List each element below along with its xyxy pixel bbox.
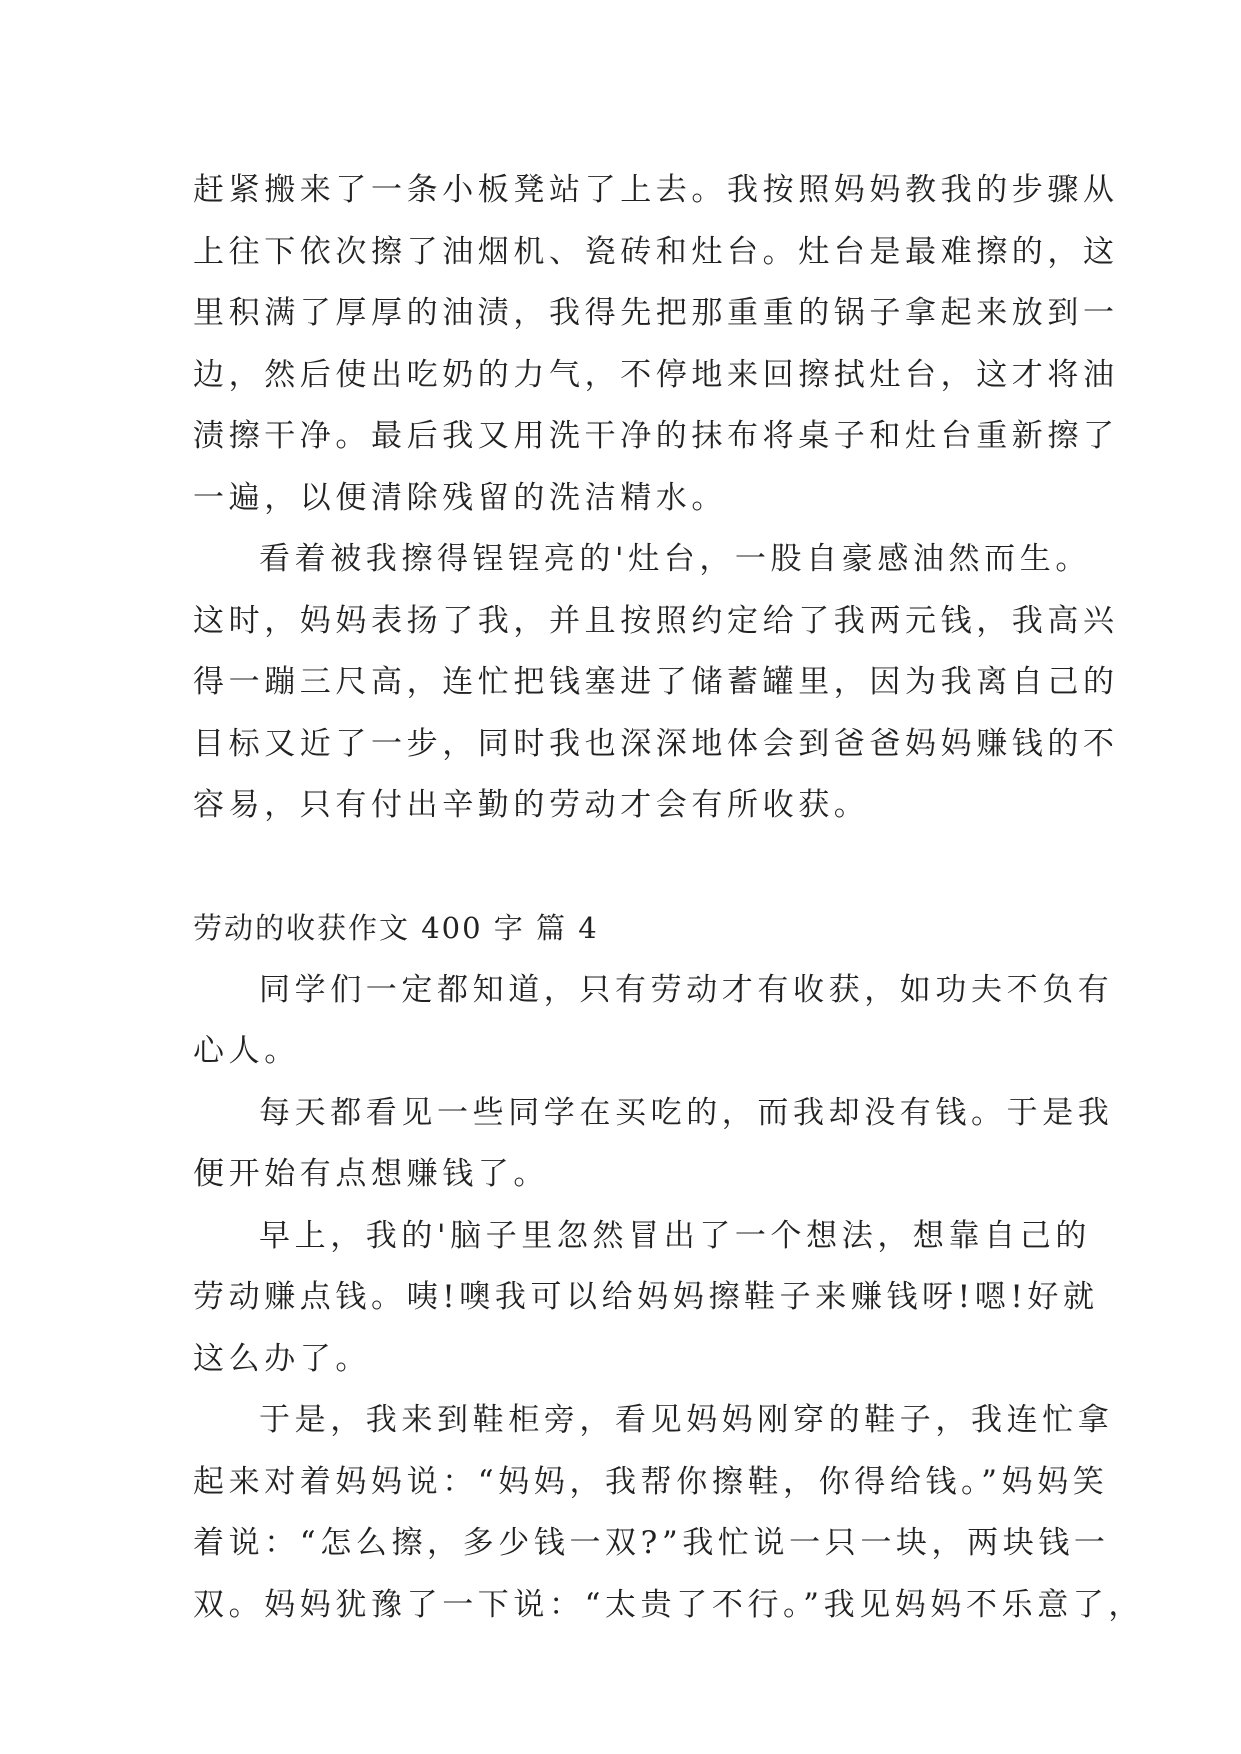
text-line: 心人。 [193,1033,300,1069]
text-line: 容易，只有付出辛勤的劳动才会有所收获。 [193,787,870,823]
text-line: 于是，我来到鞋柜旁，看见妈妈刚穿的鞋子，我连忙拿 [259,1402,1114,1438]
text-line: 这么办了。 [193,1340,371,1377]
paragraph [193,1206,1099,1391]
text-line: 便开始有点想赚钱了。 [193,1156,549,1192]
text-line: 看着被我擦得锃锃亮的'灶台，一股自豪感油然而生。 [259,541,1091,577]
text-line: 赶紧搬来了一条小板凳站了上去。我按照妈妈教我的步骤从 [193,172,1119,208]
text-line: 这时，妈妈表扬了我，并且按照约定给了我两元钱，我高兴 [193,602,1119,639]
text-line: 得一蹦三尺高，连忙把钱塞进了储蓄罐里，因为我离自己的 [193,664,1119,700]
text-line: 上往下依次擦了油烟机、瓷砖和灶台。灶台是最难擦的，这 [193,233,1119,270]
paragraph [193,529,1119,837]
paragraph-gap [193,837,1053,899]
text-line: 同学们一定都知道，只有劳动才有收获，如功夫不负有 [259,971,1114,1008]
paragraph [193,160,1119,529]
section-heading: 劳动的收获作文 400 字 篇 4 [193,911,599,945]
paragraph [193,1083,1114,1206]
paragraph [193,960,1114,1083]
text-line: 里积满了厚厚的油渍，我得先把那重重的锅子拿起来放到一 [193,295,1119,331]
text-line: 着说：“怎么擦，多少钱一双?”我忙说一只一块，两块钱一 [193,1525,1110,1561]
text-line: 每天都看见一些同学在买吃的，而我却没有钱。于是我 [259,1094,1114,1131]
text-line: 早上，我的'脑子里忽然冒出了一个想法，想靠自己的 [259,1217,1091,1254]
text-line: 边，然后使出吃奶的力气，不停地来回擦拭灶台，这才将油 [193,356,1119,393]
text-line: 双。妈妈犹豫了一下说：“太贵了不行。”我见妈妈不乐意了， [193,1586,1144,1623]
text-line: 起来对着妈妈说：“妈妈，我帮你擦鞋，你得给钱。”妈妈笑 [193,1463,1109,1500]
document-page [193,160,1144,1636]
text-line: 渍擦干净。最后我又用洗干净的抹布将桌子和灶台重新擦了 [193,418,1119,454]
text-line: 劳动赚点钱。咦!噢我可以给妈妈擦鞋子来赚钱呀!嗯!好就 [193,1279,1099,1315]
text-line: 目标又近了一步，同时我也深深地体会到爸爸妈妈赚钱的不 [193,725,1119,762]
text-line: 一遍，以便清除残留的洗洁精水。 [193,479,727,516]
paragraph [193,1390,1144,1636]
